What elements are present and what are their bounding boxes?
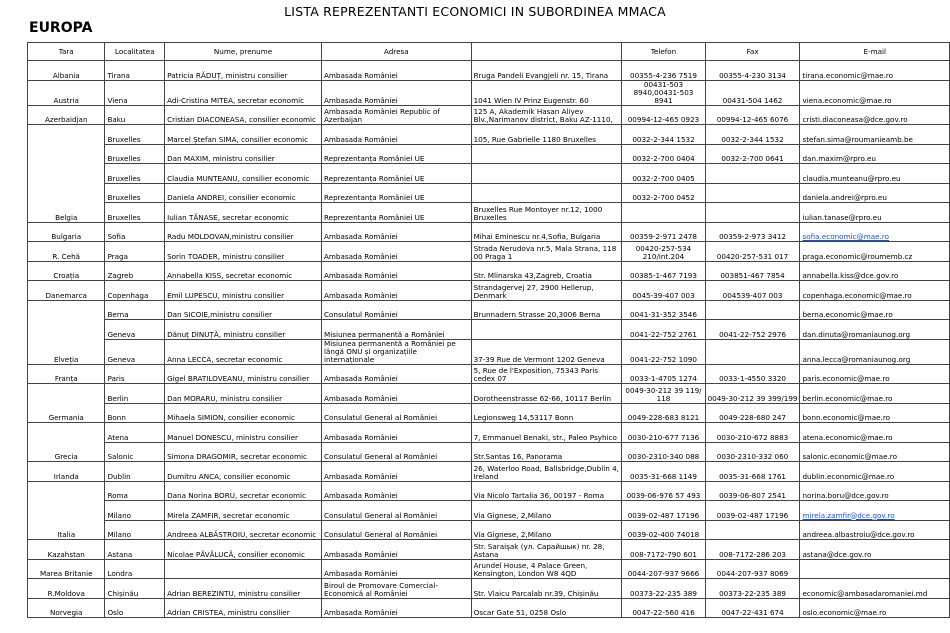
country-cell bbox=[28, 481, 105, 501]
name-cell: Dumitru ANCA, consilier economic bbox=[165, 462, 322, 482]
table-row bbox=[28, 559, 950, 579]
phone-cell: 0039-06-976 57 493 bbox=[622, 481, 705, 501]
phone-cell: 0030-2310-340 088 bbox=[622, 442, 705, 462]
email-cell: berlin.economic@mae.ro bbox=[800, 384, 950, 404]
fax-cell: 0044-207-937 8069 bbox=[705, 559, 800, 579]
table-row bbox=[28, 281, 950, 301]
email-cell: berna.economic@mae.ro bbox=[800, 300, 950, 320]
phone-cell: 00359-2-971 2478 bbox=[622, 222, 705, 242]
city-cell: Paris bbox=[105, 364, 165, 384]
address-cell bbox=[471, 183, 622, 203]
city-cell: Dublin bbox=[105, 462, 165, 482]
phone-cell: 0041-22-752 1090 bbox=[622, 339, 705, 364]
name-cell: Anna LECCA, secretar economic bbox=[165, 339, 322, 364]
col-header-fax: Fax bbox=[705, 43, 800, 61]
table-row bbox=[28, 105, 950, 125]
phone-cell: 0039-02-487 17196 bbox=[622, 501, 705, 521]
name-cell: Dan MORARU, ministru consilier bbox=[165, 384, 322, 404]
city-cell: Bruxelles bbox=[105, 183, 165, 203]
address-cell: Strada Nerudova nr.5, Mala Strana, 118 00 Praga 1 bbox=[471, 242, 622, 262]
email-cell: dan.maxim@rpro.eu bbox=[800, 144, 950, 164]
name-cell: Dănuț DINUȚĂ, ministru consilier bbox=[165, 320, 322, 340]
email-cell: claudia.munteanu@rpro.eu bbox=[800, 164, 950, 184]
institution-cell: Ambasada României bbox=[322, 61, 472, 81]
fax-cell bbox=[705, 164, 800, 184]
name-cell bbox=[165, 559, 322, 579]
header-row bbox=[28, 43, 950, 61]
email-cell: daniela.andrei@rpro.eu bbox=[800, 183, 950, 203]
country-cell: Croația bbox=[28, 261, 105, 281]
address-cell: 5, Rue de l'Exposition, 75343 Paris cedex 07 bbox=[471, 364, 622, 384]
address-cell: Dorotheenstrasse 62-66, 10117 Berlin bbox=[471, 384, 622, 404]
fax-cell bbox=[705, 203, 800, 223]
institution-cell: Consulatul General al României bbox=[322, 520, 472, 540]
country-cell: Germania bbox=[28, 403, 105, 423]
address-cell: Bruxelles Rue Montoyer nr.12, 1000 Bruxelles bbox=[471, 203, 622, 223]
city-cell: Praga bbox=[105, 242, 165, 262]
fax-cell: 00994-12-465 6076 bbox=[705, 105, 800, 125]
fax-cell: 0047-22-431 674 bbox=[705, 598, 800, 618]
table-row bbox=[28, 384, 950, 404]
institution-cell: Ambasada României bbox=[322, 423, 472, 443]
name-cell: Adrian CRISTEA, ministru consilier bbox=[165, 598, 322, 618]
table-row bbox=[28, 222, 950, 242]
city-cell: Londra bbox=[105, 559, 165, 579]
name-cell: Adi-Cristina MITEA, secretar economic bbox=[165, 80, 322, 105]
institution-cell: Reprezentanța României UE bbox=[322, 164, 472, 184]
table-row bbox=[28, 442, 950, 462]
country-cell bbox=[28, 183, 105, 203]
col-header-phone: Telefon bbox=[622, 43, 705, 61]
fax-cell bbox=[705, 183, 800, 203]
country-cell: Belgia bbox=[28, 203, 105, 223]
city-cell: Chișinău bbox=[105, 579, 165, 599]
email-link[interactable]: sofia.economic@mae.ro bbox=[802, 232, 890, 241]
fax-cell: 00420-257-531 017 bbox=[705, 242, 800, 262]
phone-cell: 0044-207-937 9666 bbox=[622, 559, 705, 579]
institution-cell: Consulatul General al României bbox=[322, 442, 472, 462]
city-cell: Oslo bbox=[105, 598, 165, 618]
email-cell: praga.economic@roumemb.cz bbox=[800, 242, 950, 262]
address-cell: Str.Santas 16, Panorama bbox=[471, 442, 622, 462]
city-cell: Bruxelles bbox=[105, 164, 165, 184]
name-cell: Sorin TOADER, ministru consilier bbox=[165, 242, 322, 262]
country-cell bbox=[28, 384, 105, 404]
phone-cell: 0049-228-683 8121 bbox=[622, 403, 705, 423]
name-cell: Adrian BEREZINTU, ministru consilier bbox=[165, 579, 322, 599]
table-row bbox=[28, 403, 950, 423]
institution-cell: Ambasada României bbox=[322, 559, 472, 579]
city-cell: Atena bbox=[105, 423, 165, 443]
email-cell: salonic.economic@mae.ro bbox=[800, 442, 950, 462]
email-cell: iulian.tanase@rpro.eu bbox=[800, 203, 950, 223]
city-cell: Milano bbox=[105, 501, 165, 521]
city-cell: Roma bbox=[105, 481, 165, 501]
country-cell bbox=[28, 501, 105, 521]
phone-cell: 00373-22-235 389 bbox=[622, 579, 705, 599]
email-cell: economic@ambasadaromaniei.md bbox=[800, 579, 950, 599]
country-cell bbox=[28, 320, 105, 340]
name-cell: Dana Norina BORU, secretar economic bbox=[165, 481, 322, 501]
country-cell bbox=[28, 300, 105, 320]
city-cell: Bruxelles bbox=[105, 144, 165, 164]
table-row bbox=[28, 261, 950, 281]
fax-cell: 0049-30-212 39 399/199 bbox=[705, 384, 800, 404]
country-cell: Franța bbox=[28, 364, 105, 384]
fax-cell bbox=[705, 300, 800, 320]
col-header-email: E-mail bbox=[800, 43, 950, 61]
institution-cell: Ambasada României bbox=[322, 222, 472, 242]
phone-cell: 0041-22-752 2761 bbox=[622, 320, 705, 340]
fax-cell: 0032-2-344 1532 bbox=[705, 125, 800, 145]
phone-cell: 00385-1-467 7193 bbox=[622, 261, 705, 281]
fax-cell: 004539-407 003 bbox=[705, 281, 800, 301]
email-cell bbox=[800, 222, 950, 242]
name-cell: Manuel DONESCU, ministru consilier bbox=[165, 423, 322, 443]
phone-cell: 0039-02-400 74018 bbox=[622, 520, 705, 540]
table-row bbox=[28, 364, 950, 384]
address-cell: Str. Vlaicu Parcalab nr.39, Chișinău bbox=[471, 579, 622, 599]
country-cell: Italia bbox=[28, 520, 105, 540]
institution-cell: Reprezentanța României UE bbox=[322, 144, 472, 164]
col-header-city: Localitatea bbox=[105, 43, 165, 61]
email-cell: annabella.kiss@dce.gov.ro bbox=[800, 261, 950, 281]
institution-cell: Consulatul General al României bbox=[322, 403, 472, 423]
address-cell: Via Gignese, 2,Milano bbox=[471, 501, 622, 521]
email-cell: anna.lecca@romaniaunog.org bbox=[800, 339, 950, 364]
address-cell: Via Gignese, 2,Milano bbox=[471, 520, 622, 540]
address-cell bbox=[471, 320, 622, 340]
address-cell: 1041 Wien IV Prinz Eugenstr. 60 bbox=[471, 80, 622, 105]
table-row bbox=[28, 300, 950, 320]
document-title: LISTA REPREZENTANTI ECONOMICI IN SUBORDINEA MMACA bbox=[284, 4, 666, 19]
institution-cell: Biroul de Promovare Comercial-Economică al României bbox=[322, 579, 472, 599]
institution-cell: Reprezentanța României UE bbox=[322, 183, 472, 203]
representatives-table bbox=[27, 42, 950, 618]
country-cell bbox=[28, 423, 105, 443]
email-cell: tirana.economic@mae.ro bbox=[800, 61, 950, 81]
email-cell: paris.economic@mae.ro bbox=[800, 364, 950, 384]
table-row bbox=[28, 183, 950, 203]
name-cell: Mirela ZAMFIR, secretar economic bbox=[165, 501, 322, 521]
email-cell: norina.boru@dce.gov.ro bbox=[800, 481, 950, 501]
fax-cell: 0041-22-752 2976 bbox=[705, 320, 800, 340]
name-cell: Claudia MUNTEANU, consilier economic bbox=[165, 164, 322, 184]
country-cell: Azerbaidjan bbox=[28, 105, 105, 125]
country-cell: R. Cehă bbox=[28, 242, 105, 262]
email-cell bbox=[800, 559, 950, 579]
phone-cell: 0049-30-212 39 119/ 118 bbox=[622, 384, 705, 404]
country-cell bbox=[28, 125, 105, 145]
email-cell: dublin.economic@mae.ro bbox=[800, 462, 950, 482]
country-cell: Norvegia bbox=[28, 598, 105, 618]
country-cell: Danemarca bbox=[28, 281, 105, 301]
email-cell bbox=[800, 501, 950, 521]
institution-cell: Ambasada României bbox=[322, 384, 472, 404]
fax-cell bbox=[705, 339, 800, 364]
institution-cell: Ambasada României bbox=[322, 462, 472, 482]
fax-cell: 008-7172-286 203 bbox=[705, 540, 800, 560]
phone-cell: 00994-12-465 0923 bbox=[622, 105, 705, 125]
address-cell: Via Nicolo Tartalia 36, 00197 - Roma bbox=[471, 481, 622, 501]
name-cell: Mihaela SIMION, consilier economic bbox=[165, 403, 322, 423]
institution-cell: Ambasada României bbox=[322, 364, 472, 384]
table-row bbox=[28, 423, 950, 443]
address-cell: Strandagervej 27, 2900 Hellerup, Denmark bbox=[471, 281, 622, 301]
institution-cell: Ambasada României bbox=[322, 481, 472, 501]
institution-cell: Ambasada României bbox=[322, 80, 472, 105]
email-cell: andreea.albastroiu@dce.gov.ro bbox=[800, 520, 950, 540]
address-cell: Str. Saraişak (ул. Сарайшык) nr. 28, Astana bbox=[471, 540, 622, 560]
address-cell: 105, Rue Gabrielle 1180 Bruxelles bbox=[471, 125, 622, 145]
country-cell: Bulgaria bbox=[28, 222, 105, 242]
institution-cell: Ambasada României bbox=[322, 125, 472, 145]
col-header-address: Adresa bbox=[322, 43, 472, 61]
city-cell: Bruxelles bbox=[105, 125, 165, 145]
table-row bbox=[28, 125, 950, 145]
phone-cell: 0047-22-560 416 bbox=[622, 598, 705, 618]
country-cell: R.Moldova bbox=[28, 579, 105, 599]
fax-cell: 0039-02-487 17196 bbox=[705, 501, 800, 521]
table-row bbox=[28, 520, 950, 540]
table-row bbox=[28, 144, 950, 164]
name-cell: Patricia RĂDUȚ, ministru consilier bbox=[165, 61, 322, 81]
city-cell: Salonic bbox=[105, 442, 165, 462]
name-cell: Marcel Ștefan SIMA, consilier economic bbox=[165, 125, 322, 145]
city-cell: Bonn bbox=[105, 403, 165, 423]
institution-cell: Ambasada României bbox=[322, 540, 472, 560]
table-row bbox=[28, 462, 950, 482]
country-cell: Austria bbox=[28, 80, 105, 105]
country-cell: Irlanda bbox=[28, 462, 105, 482]
email-cell: copenhaga.economic@mae.ro bbox=[800, 281, 950, 301]
address-cell bbox=[471, 144, 622, 164]
table-row bbox=[28, 164, 950, 184]
fax-cell: 0039-06-807 2541 bbox=[705, 481, 800, 501]
phone-cell: 00355-4-236 7519 bbox=[622, 61, 705, 81]
email-cell: dan.dinuta@romaniaunog.org bbox=[800, 320, 950, 340]
city-cell: Sofia bbox=[105, 222, 165, 242]
fax-cell: 0030-210-672 8883 bbox=[705, 423, 800, 443]
phone-cell: 0041-31-352 3546 bbox=[622, 300, 705, 320]
address-cell: Legionsweg 14,53117 Bonn bbox=[471, 403, 622, 423]
city-cell: Geneva bbox=[105, 339, 165, 364]
table-row bbox=[28, 540, 950, 560]
city-cell: Viena bbox=[105, 80, 165, 105]
name-cell: Iulian TĂNASE, secretar economic bbox=[165, 203, 322, 223]
country-cell: Elveția bbox=[28, 339, 105, 364]
name-cell: Emil LUPESCU, ministru consilier bbox=[165, 281, 322, 301]
city-cell: Tirana bbox=[105, 61, 165, 81]
table-row bbox=[28, 481, 950, 501]
fax-cell: 00373-22-235 389 bbox=[705, 579, 800, 599]
fax-cell bbox=[705, 520, 800, 540]
email-cell: bonn.economic@mae.ro bbox=[800, 403, 950, 423]
city-cell: Bruxelles bbox=[105, 203, 165, 223]
table-row bbox=[28, 339, 950, 364]
table-row bbox=[28, 501, 950, 521]
fax-cell: 003851-467 7854 bbox=[705, 261, 800, 281]
fax-cell: 0032-2-700 0641 bbox=[705, 144, 800, 164]
phone-cell: 008-7172-790 601 bbox=[622, 540, 705, 560]
phone-cell: 0032-2-700 0452 bbox=[622, 183, 705, 203]
phone-cell: 0032-2-700 0405 bbox=[622, 164, 705, 184]
city-cell: Baku bbox=[105, 105, 165, 125]
name-cell: Simona DRAGOMIR, secretar economic bbox=[165, 442, 322, 462]
city-cell: Berlin bbox=[105, 384, 165, 404]
city-cell: Geneva bbox=[105, 320, 165, 340]
name-cell: Radu MOLDOVAN,ministru consilier bbox=[165, 222, 322, 242]
table-row bbox=[28, 320, 950, 340]
table-row bbox=[28, 80, 950, 105]
col-header-country: Tara bbox=[28, 43, 105, 61]
phone-cell: 0032-2-700 0404 bbox=[622, 144, 705, 164]
address-cell: Brunnadern Strasse 20,3006 Berna bbox=[471, 300, 622, 320]
fax-cell: 0030-2310-332 060 bbox=[705, 442, 800, 462]
table-row bbox=[28, 242, 950, 262]
phone-cell: 0030-210-677 7136 bbox=[622, 423, 705, 443]
fax-cell: 00355-4-230 3134 bbox=[705, 61, 800, 81]
phone-cell: 00431-503 8940,00431-503 8941 bbox=[622, 80, 705, 105]
institution-cell: Misiunea permanentă a României bbox=[322, 320, 472, 340]
table-row bbox=[28, 579, 950, 599]
name-cell: Dan MAXIM, ministru consilier bbox=[165, 144, 322, 164]
col-header-address-detail bbox=[471, 43, 622, 61]
city-cell: Berna bbox=[105, 300, 165, 320]
email-link[interactable]: mirela.zamfir@dce.gov.ro bbox=[802, 510, 895, 520]
address-cell: Str. Mlinarska 43,Zagreb, Croatia bbox=[471, 261, 622, 281]
name-cell: Daniela ANDREI, consilier economic bbox=[165, 183, 322, 203]
country-cell: Albania bbox=[28, 61, 105, 81]
institution-cell: Ambasada României bbox=[322, 261, 472, 281]
fax-cell: 0033-1-4550 3320 bbox=[705, 364, 800, 384]
fax-cell: 00359-2-973 3412 bbox=[705, 222, 800, 242]
city-cell: Milano bbox=[105, 520, 165, 540]
name-cell: Annabella KISS, secretar economic bbox=[165, 261, 322, 281]
country-cell: Grecia bbox=[28, 442, 105, 462]
city-cell: Astana bbox=[105, 540, 165, 560]
country-cell: Marea Britanie bbox=[28, 559, 105, 579]
email-cell: oslo.economic@mae.ro bbox=[800, 598, 950, 618]
institution-cell: Ambasada României Republic of Azerbaijan bbox=[322, 105, 472, 125]
address-cell: 26, Waterloo Road, Ballsbridge,Dublin 4, Ireland bbox=[471, 462, 622, 482]
table-row bbox=[28, 203, 950, 223]
country-cell bbox=[28, 144, 105, 164]
address-cell: Oscar Gate 51, 0258 Oslo bbox=[471, 598, 622, 618]
institution-cell: Misiunea permanentă a României pe lângă ONU și organizațiile internaționale bbox=[322, 339, 472, 364]
name-cell: Andreea ALBĂSTROIU, secretar economic bbox=[165, 520, 322, 540]
col-header-name: Nume, prenume bbox=[165, 43, 322, 61]
region-heading: EUROPA bbox=[29, 20, 93, 36]
fax-cell: 0049-228-680 247 bbox=[705, 403, 800, 423]
address-cell: Arundel House, 4 Palace Green, Kensington, London W8 4QD bbox=[471, 559, 622, 579]
address-cell: Rruga Pandeli Evangjeli nr. 15, Tirana bbox=[471, 61, 622, 81]
phone-cell: 0033-1-4705 1274 bbox=[622, 364, 705, 384]
country-cell bbox=[28, 164, 105, 184]
phone-cell: 0045-39-407 003 bbox=[622, 281, 705, 301]
institution-cell: Reprezentanța României UE bbox=[322, 203, 472, 223]
address-cell: 37-39 Rue de Vermont 1202 Geneva bbox=[471, 339, 622, 364]
address-cell: 7, Emmanuel Benaki, str., Paleo Psyhico bbox=[471, 423, 622, 443]
phone-cell: 0032-2-344 1532 bbox=[622, 125, 705, 145]
address-cell: Mihai Eminescu nr.4,Sofia, Bulgaria bbox=[471, 222, 622, 242]
email-cell: cristi.diaconeasa@dce.gov.ro bbox=[800, 105, 950, 125]
institution-cell: Consulatul României bbox=[322, 300, 472, 320]
city-cell: Copenhaga bbox=[105, 281, 165, 301]
institution-cell: Ambasada României bbox=[322, 242, 472, 262]
name-cell: Cristian DIACONEASA, consilier economic bbox=[165, 105, 322, 125]
name-cell: Nicolae PĂVĂLUCĂ, consilier economic bbox=[165, 540, 322, 560]
email-cell: stefan.sima@roumanieamb.be bbox=[800, 125, 950, 145]
institution-cell: Consulatul General al României bbox=[322, 501, 472, 521]
table-row bbox=[28, 598, 950, 618]
email-cell: astana@dce.gov.ro bbox=[800, 540, 950, 560]
phone-cell: 00420-257-534 210/int.204 bbox=[622, 242, 705, 262]
name-cell: Gigel BRATILOVEANU, ministru consilier bbox=[165, 364, 322, 384]
phone-cell: 0035-31-668 1149 bbox=[622, 462, 705, 482]
address-cell bbox=[471, 164, 622, 184]
table-body bbox=[28, 61, 950, 618]
city-cell: Zagreb bbox=[105, 261, 165, 281]
email-cell: atena.economic@mae.ro bbox=[800, 423, 950, 443]
institution-cell: Ambasada României bbox=[322, 281, 472, 301]
name-cell: Dan SICOIE,ministru consilier bbox=[165, 300, 322, 320]
address-cell: 125 A, Akademik Hasan Aliyev Blv.,Narimanov district, Baku AZ-1110, bbox=[471, 105, 622, 125]
table-row bbox=[28, 61, 950, 81]
email-cell: viena.economic@mae.ro bbox=[800, 80, 950, 105]
fax-cell: 00431-504 1462 bbox=[705, 80, 800, 105]
institution-cell: Ambasada României bbox=[322, 598, 472, 618]
country-cell: Kazahstan bbox=[28, 540, 105, 560]
fax-cell: 0035-31-668 1761 bbox=[705, 462, 800, 482]
phone-cell bbox=[622, 203, 705, 223]
